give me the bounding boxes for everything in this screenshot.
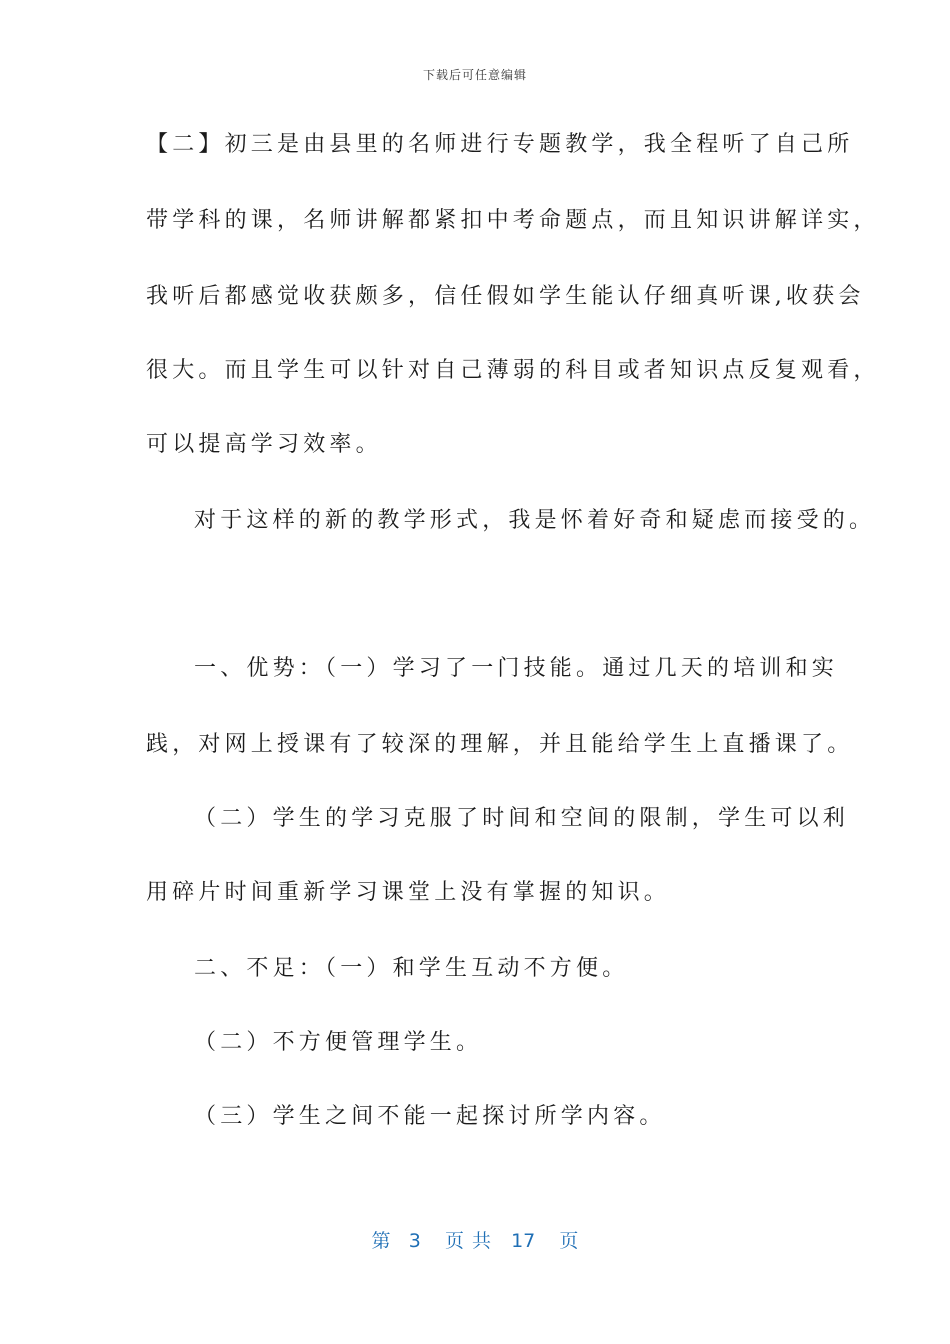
footer-prefix: 第 [371,1230,391,1252]
paragraph-line: 【二】初三是由县里的名师进行专题教学，我全程听了自己所 [146,132,854,157]
paragraph-line: 我听后都感觉收获颇多，信任假如学生能认仔细真听课,收获会 [146,284,865,309]
paragraph-line: （三）学生之间不能一起探讨所学内容。 [194,1104,666,1129]
footer-total-pages: 17 [511,1230,536,1252]
paragraph-line: 二、不足：（一）和学生互动不方便。 [194,956,629,981]
page-number-footer [0,1226,950,1253]
paragraph-line: 一、优势：（一）学习了一门技能。通过几天的培训和实 [194,656,839,681]
footer-suffix: 页 [559,1230,579,1252]
paragraph-line: 对于这样的新的教学形式，我是怀着好奇和疑虑而接受的。 [194,508,876,533]
header-note: 下载后可任意编辑 [422,68,527,82]
paragraph-line: 很大。而且学生可以针对自己薄弱的科目或者知识点反复观看， [146,358,880,383]
paragraph-line: 用碎片时间重新学习课堂上没有掌握的知识。 [146,880,671,905]
paragraph-line: （二）学生的学习克服了时间和空间的限制，学生可以利 [194,806,850,831]
footer-middle: 页共 [444,1230,499,1252]
paragraph-line: 带学科的课，名师讲解都紧扣中考命题点，而且知识讲解详实， [146,208,880,233]
paragraph-line: 可以提高学习效率。 [146,432,382,457]
paragraph-line: （二）不方便管理学生。 [194,1030,483,1055]
footer-page-number: 3 [408,1230,421,1252]
paragraph-line: 践，对网上授课有了较深的理解，并且能给学生上直播课了。 [146,732,854,757]
